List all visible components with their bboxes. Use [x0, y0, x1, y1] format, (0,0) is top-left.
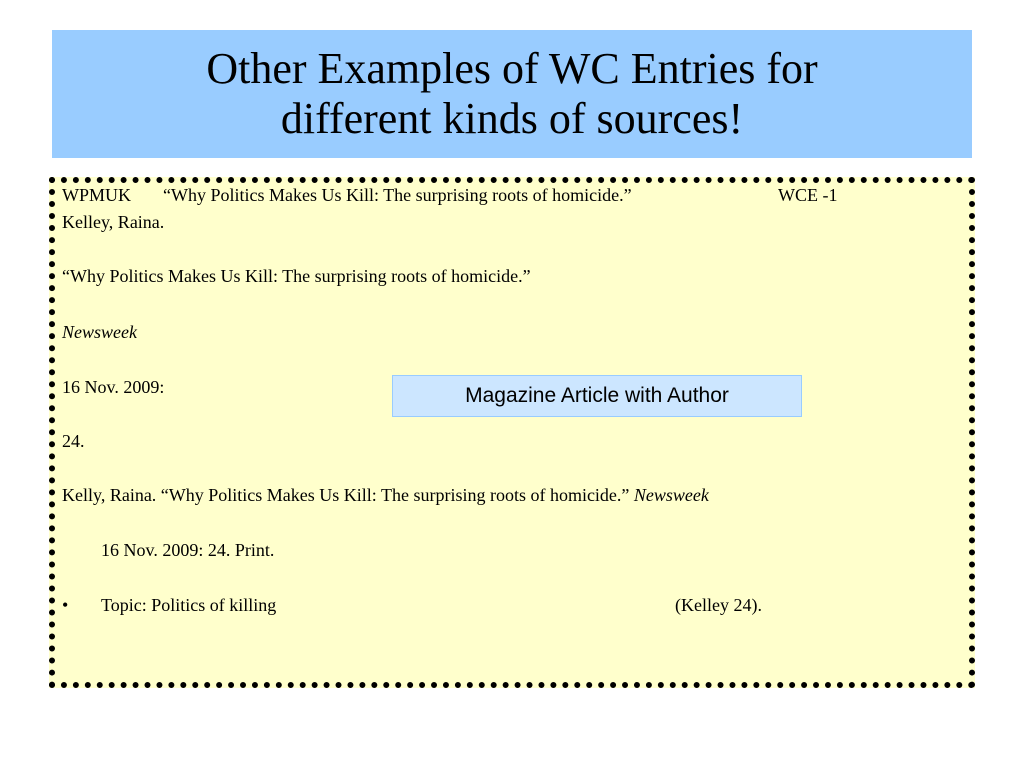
- topic-text: Topic: Politics of killing: [101, 595, 277, 615]
- parenthetical-citation: (Kelley 24).: [675, 595, 762, 615]
- citation-main: Kelly, Raina. “Why Politics Makes Us Kill: The surprising roots of homicide.”: [62, 485, 630, 505]
- card-header-wce: WCE -1: [778, 185, 838, 205]
- citation-publication: Newsweek: [633, 485, 709, 505]
- card-date: 16 Nov. 2009:: [62, 377, 165, 397]
- citation-line-1: [62, 484, 709, 506]
- slide-title-box: [52, 30, 972, 158]
- card-publication: Newsweek: [62, 322, 137, 342]
- card-header-code: WPMUK: [62, 185, 132, 205]
- citation-line-2: 16 Nov. 2009: 24. Print.: [101, 540, 275, 560]
- slide-title-line-2: different kinds of sources!: [280, 94, 744, 143]
- card-article-title: “Why Politics Makes Us Kill: The surprising roots of homicide.”: [62, 266, 531, 286]
- card-page: 24.: [62, 431, 85, 451]
- slide-title-line-1: Other Examples of WC Entries for: [206, 44, 818, 93]
- magazine-article-callout: Magazine Article with Author: [392, 375, 802, 417]
- card-author: Kelley, Raina.: [62, 212, 165, 232]
- bullet-marker: •: [62, 595, 69, 615]
- card-header-title: “Why Politics Makes Us Kill: The surprising roots of homicide.”: [163, 185, 632, 205]
- slide-title: [206, 44, 817, 144]
